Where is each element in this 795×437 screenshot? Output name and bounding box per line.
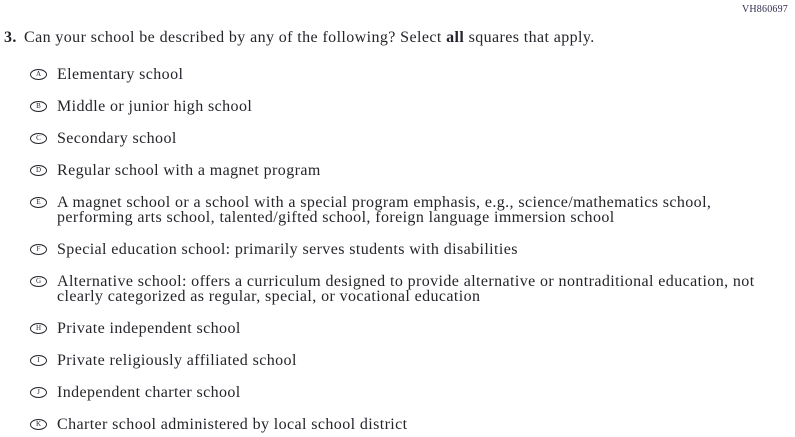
answer-oval-d[interactable]: D <box>30 165 47 176</box>
question-text-start: Can your school be described by any of the following? Select <box>24 29 447 46</box>
option-row-b[interactable] <box>30 99 770 114</box>
option-row-e[interactable] <box>30 195 770 225</box>
option-label-i: Private religiously affiliated school <box>57 352 297 369</box>
option-row-c[interactable] <box>30 131 770 146</box>
option-row-a[interactable] <box>30 67 770 82</box>
option-label-f: Special education school: primarily serves students with disabilities <box>57 241 518 258</box>
answer-oval-h[interactable]: H <box>30 323 47 334</box>
option-label-j: Independent charter school <box>57 384 241 401</box>
option-row-i[interactable] <box>30 353 770 368</box>
form-code: VH860697 <box>741 4 788 15</box>
question-bold-word: all <box>446 29 465 46</box>
option-row-h[interactable] <box>30 321 770 336</box>
option-row-g[interactable] <box>30 274 770 304</box>
answer-oval-e[interactable]: E <box>30 197 47 208</box>
option-row-f[interactable] <box>30 242 770 257</box>
option-label-d: Regular school with a magnet program <box>57 162 321 179</box>
question-text-end: squares that apply. <box>464 29 595 46</box>
option-label-g: Alternative school: offers a curriculum designed to provide alternative or nontraditional education, not clearly categorized as regular, special, or vocational education <box>57 273 755 305</box>
answer-oval-j[interactable]: J <box>30 387 47 398</box>
option-label-h: Private independent school <box>57 320 241 337</box>
answer-oval-i[interactable]: I <box>30 355 47 366</box>
option-label-e: A magnet school or a school with a special program emphasis, e.g., science/mathematics school, performing arts school, talented/gifted school, foreign language immersion school <box>57 194 712 226</box>
answer-options-list <box>30 67 770 437</box>
option-row-j[interactable] <box>30 385 770 400</box>
answer-oval-a[interactable]: A <box>30 69 47 80</box>
answer-oval-b[interactable]: B <box>30 101 47 112</box>
option-label-c: Secondary school <box>57 130 177 147</box>
answer-oval-c[interactable]: C <box>30 133 47 144</box>
answer-oval-k[interactable]: K <box>30 419 47 430</box>
option-row-d[interactable] <box>30 163 770 178</box>
answer-oval-f[interactable]: F <box>30 244 47 255</box>
option-label-a: Elementary school <box>57 66 184 83</box>
answer-oval-g[interactable]: G <box>30 276 47 287</box>
question <box>4 30 595 45</box>
option-row-k[interactable] <box>30 417 770 432</box>
question-text <box>24 30 595 45</box>
option-label-b: Middle or junior high school <box>57 98 253 115</box>
question-number: 3. <box>4 29 17 46</box>
option-label-k: Charter school administered by local school district <box>57 416 408 433</box>
